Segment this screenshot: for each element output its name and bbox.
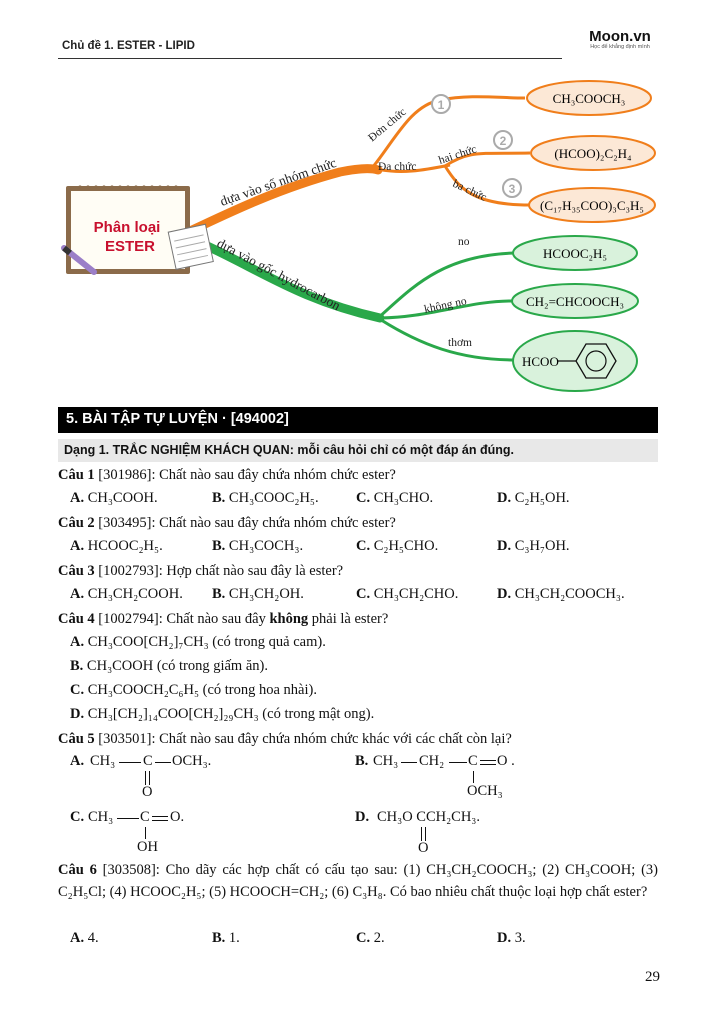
question-3-options [70, 586, 670, 604]
question-label: Câu 3 [58, 563, 95, 579]
question-text: [1002793]: Hợp chất nào sau đây là ester? [94, 563, 344, 579]
leaf-saturated-ester [513, 236, 637, 270]
question-5 [58, 730, 512, 748]
number-badge-3 [503, 179, 521, 197]
branch-label-hydrocarbon: dựa vào gốc hydrocarbon [214, 235, 343, 314]
svg-text:2: 2 [499, 134, 507, 148]
question-1 [58, 466, 396, 484]
svg-text:(C₁₇H₃₅COO)₃C₃H₅: (C₁₇H₃₅COO)₃C₃H₅ [540, 198, 644, 213]
option-b[interactable]: B. 1. [212, 930, 240, 946]
leaf-single-ester [527, 81, 651, 115]
option-b[interactable]: B. CH₃CH₂OH. [212, 586, 304, 602]
option-c[interactable]: C. C₂H₅CHO. [356, 538, 439, 554]
svg-text:3: 3 [508, 182, 516, 196]
center-title-1: Phân loại [93, 219, 161, 236]
svg-text:HCOOC₂H₅: HCOOC₂H₅ [543, 246, 607, 261]
option-a[interactable]: A. CH₃CH₂COOH. [70, 586, 183, 602]
question-label: Câu 5 [58, 731, 95, 747]
chapter-title: Chủ đề 1. ESTER - LIPID [62, 40, 195, 52]
option-b[interactable]: B. CH₃ CH₂ C O . OCH₃ [355, 753, 515, 799]
option-c[interactable]: C. CH₃COOCH₂C₆H₅ (có trong hoa nhài). [70, 682, 317, 698]
question-text: [303508]: Cho dãy các hợp chất có cấu tạo sau: (1) CH₃CH₂COOCH₃; (2) CH₃COOH; (3) C₂H₅Cl; (4) HCOOC₂H₅; (5) HCOOCH=CH₂; (6) C₃H₈. Có bao nhiêu chất thuộc loại hợp chất ester? [58, 862, 658, 900]
option-c[interactable]: C. 2. [356, 930, 385, 946]
option-d[interactable]: D. CH₃O CCH₂CH₃. O [355, 809, 480, 856]
question-text: [303495]: Chất nào sau đây chứa nhóm chức ester? [94, 515, 396, 531]
label-three: ba chức [450, 177, 489, 204]
notepad-icon [168, 224, 213, 269]
label-two: hai chức [437, 143, 479, 167]
branch-label-functional: dựa vào số nhóm chức [218, 154, 339, 209]
question-text: [303501]: Chất nào sau đây chứa nhóm chức khác với các chất còn lại? [94, 731, 512, 747]
label-multi: Đa chức [378, 161, 417, 173]
option-a[interactable]: A. CH₃COO[CH₂]₇CH₃ (có trong quả cam). [70, 634, 326, 650]
option-a[interactable]: A. 4. [70, 930, 99, 946]
svg-text:1: 1 [437, 98, 445, 112]
option-a[interactable]: A. CH₃ C OCH₃. O [70, 753, 212, 800]
brand-name: Moon.vn [589, 28, 651, 45]
leaf-two-ester [531, 136, 655, 170]
option-d[interactable]: D. CH₃CH₂COOCH₃. [497, 586, 625, 602]
leaf-unsaturated-ester [512, 284, 638, 318]
question-text: [301986]: Chất nào sau đây chứa nhóm chức ester? [94, 467, 396, 483]
label-saturated: no [458, 236, 470, 248]
question-label: Câu 1 [58, 467, 95, 483]
option-a[interactable]: A. HCOOC₂H₅. [70, 538, 163, 554]
question-label: Câu 6 [58, 862, 97, 878]
option-c[interactable]: C. CH₃CH₂CHO. [356, 586, 459, 602]
ester-classification-mindmap [0, 70, 724, 400]
section-title: 5. BÀI TẬP TỰ LUYỆN · [494002] [58, 407, 658, 433]
option-b[interactable]: B. CH₃COOC₂H₅. [212, 490, 319, 506]
option-d[interactable]: D. C₃H₇OH. [497, 538, 570, 554]
question-label: Câu 2 [58, 515, 95, 531]
number-badge-2 [494, 131, 512, 149]
leaf-aromatic-ester [513, 331, 637, 391]
svg-text:(HCOO)₂C₂H₄: (HCOO)₂C₂H₄ [554, 146, 632, 161]
option-b[interactable]: B. CH₃COOH (có trong giấm ăn). [70, 658, 268, 674]
header-rule [58, 58, 562, 59]
brand-tagline: Học để khẳng định mình [590, 44, 650, 50]
option-c[interactable]: C. CH₃CHO. [356, 490, 434, 506]
question-6 [58, 859, 658, 903]
leaf-three-ester [529, 188, 655, 222]
question-label: Câu 4 [58, 611, 95, 627]
brand-logo [585, 28, 655, 50]
label-single: Đơn chức [366, 106, 409, 145]
question-2 [58, 514, 396, 532]
center-title-2: ESTER [104, 238, 156, 255]
green-branch-arom [378, 318, 515, 360]
question-4: Câu 4 [1002794]: Chất nào sau đây không phải là ester? [58, 611, 389, 627]
svg-text:HCOO: HCOO [522, 354, 559, 369]
label-aromatic: thơm [448, 337, 472, 349]
option-c[interactable]: C. CH₃ C O. OH [70, 809, 185, 855]
svg-text:CH₂=CHCOOCH₃: CH₂=CHCOOCH₃ [525, 294, 625, 309]
option-d[interactable]: D. C₂H₅OH. [497, 490, 570, 506]
option-b[interactable]: B. CH₃COCH₃. [212, 538, 304, 554]
svg-text:CH₃COOCH₃: CH₃COOCH₃ [552, 91, 626, 106]
number-badge-1 [432, 95, 450, 113]
page-number: 29 [645, 969, 660, 985]
option-d[interactable]: D. 3. [497, 930, 526, 946]
option-d[interactable]: D. CH₃[CH₂]₁₄COO[CH₂]₂₉CH₃ (có trong mật ong). [70, 706, 375, 722]
question-6-options [70, 930, 670, 948]
question-1-options [70, 490, 670, 508]
label-unsaturated: không no [423, 295, 468, 316]
question-2-options [70, 538, 670, 556]
option-a[interactable]: A. CH₃COOH. [70, 490, 158, 506]
question-3 [58, 562, 343, 580]
section-subtitle: Dạng 1. TRẮC NGHIỆM KHÁCH QUAN: mỗi câu hỏi chỉ có một đáp án đúng. [58, 439, 658, 462]
